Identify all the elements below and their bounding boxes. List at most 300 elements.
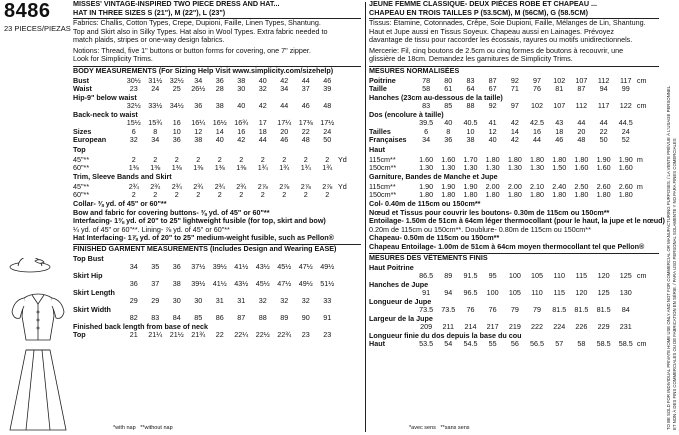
fr-extra-1: Col- 0.40m de 115cm ou 150cm** [369, 199, 481, 208]
row-label: Skirt Length [73, 287, 115, 297]
cell-value: 17¼ [277, 118, 292, 128]
cell-value: 1⅜ [171, 163, 182, 173]
en-fabrics-3: match plaids, stripes or one-way design fabrics. [73, 35, 225, 45]
cell-value: 43½ [234, 279, 249, 289]
cell-value: 2 [131, 190, 136, 200]
cell-value: 1.80 [485, 190, 500, 200]
cell-value: 120 [597, 271, 610, 281]
cell-value: 84 [621, 305, 630, 315]
en-top-heading: Top [73, 145, 86, 154]
cell-value: 1.80 [419, 190, 434, 200]
cell-value: 120 [575, 288, 588, 298]
fr-trim-table [369, 182, 649, 199]
en-top-table [73, 155, 350, 172]
hat-drawing [10, 258, 50, 272]
cell-value: 2⅞ [279, 181, 290, 191]
cell-value: 83 [151, 313, 160, 323]
table-row [369, 136, 649, 145]
cell-value: 12 [194, 126, 203, 136]
cell-value: 46 [323, 75, 332, 85]
row-label: Largeur de la Jupe [369, 313, 433, 323]
cell-value: 95 [488, 271, 497, 281]
cell-value: 219 [508, 322, 521, 332]
cell-value: 99 [621, 84, 630, 94]
fr-extra-4: 0.20m de 115cm ou 150cm**. Doublure- 0.80m de 115cm ou 150cm** [369, 224, 591, 234]
cell-value: 112 [597, 75, 610, 85]
row-label: Bust [73, 75, 89, 85]
cell-value: 57 [555, 339, 564, 349]
row-label: European [73, 135, 107, 145]
cell-value: 88 [258, 313, 267, 323]
cell-value: 222 [531, 322, 544, 332]
cell-value: 22 [301, 126, 310, 136]
legal-line-1: TO BE SOLD FOR INDIVIDUAL PRIVATE HOME USE ONLY AND NOT FOR COMMERCIAL OR MANUFACTURING PURPOSES. / LA VENTE PRÉVUE À L'USAGE PERSONNEL [666, 85, 671, 430]
cell-value: 117 [620, 75, 632, 85]
french-section [369, 0, 665, 431]
cell-value: 40 [258, 75, 267, 85]
cell-value: 94 [599, 84, 608, 94]
cell-value: 40 [488, 135, 497, 145]
cell-value: 84 [172, 313, 181, 323]
cell-value: 23 [129, 84, 138, 94]
cell-value: 42.5 [530, 118, 545, 128]
fr-extra-6: Chapeau Entoilage- 1.00m de 51cm à 64cm moyen thermocollant tel que Pellon® [369, 241, 645, 251]
cell-value: 15¾ [148, 118, 163, 128]
cell-value: 31½ [148, 75, 163, 85]
cell-value: 1.30 [463, 163, 478, 173]
cell-value: 25 [172, 84, 181, 94]
cell-value: 44 [258, 135, 267, 145]
cell-value: 67 [488, 84, 497, 94]
cell-value: 36 [129, 279, 138, 289]
cell-value: 43 [555, 118, 564, 128]
row-label: 60"** [73, 190, 90, 200]
cell-value: 18 [555, 126, 564, 136]
cell-value: 115 [553, 288, 565, 298]
cell-value: 28 [215, 84, 224, 94]
fr-top-table [369, 155, 649, 172]
cell-value: 122 [619, 101, 632, 111]
cell-value: 37 [301, 84, 310, 94]
row-label: Sizes [73, 126, 92, 136]
cell-value: 1.60 [596, 163, 611, 173]
garment-illustration [4, 258, 72, 434]
cell-value: 1.50 [552, 163, 567, 173]
cell-value: 37 [151, 279, 160, 289]
cell-value: 36 [444, 135, 453, 145]
cell-value: 2.50 [574, 181, 589, 191]
cell-value: 54.5 [463, 339, 478, 349]
cell-value: 35 [151, 262, 160, 272]
cell-value: 49½ [298, 279, 313, 289]
fr-body-heading: MESURES NORMALISÉES [369, 66, 460, 75]
unit-label: m [636, 154, 643, 164]
cell-value: 91.5 [463, 271, 478, 281]
cell-value: 31 [215, 296, 224, 306]
cell-value: 38 [237, 75, 246, 85]
cell-value: 22½ [255, 330, 270, 340]
cell-value: 49½ [320, 262, 335, 272]
cell-value: 1⅜ [193, 163, 204, 173]
cell-value: 1.80 [530, 154, 545, 164]
cell-value: 130 [619, 288, 632, 298]
cell-value: 2 [260, 190, 265, 200]
cell-value: 110 [553, 271, 565, 281]
cell-value: 36 [172, 135, 181, 145]
cell-value: 21¼ [148, 330, 163, 340]
cell-value: 209 [420, 322, 433, 332]
skirt-drawing [10, 350, 66, 430]
cell-value: 1.60 [419, 154, 434, 164]
cell-value: 1.80 [441, 190, 456, 200]
cell-value: 100 [486, 288, 499, 298]
cell-value: 22 [599, 126, 608, 136]
cell-value: 58 [422, 84, 431, 94]
unit-label: cm [636, 75, 647, 85]
cell-value: 2 [196, 190, 201, 200]
cell-value: 2 [282, 154, 287, 164]
row-label: 45"** [73, 181, 90, 191]
cell-value: 58.5 [618, 339, 633, 349]
cell-value: 2 [303, 190, 308, 200]
cell-value: 112 [575, 101, 588, 111]
cell-value: 96.5 [463, 288, 478, 298]
fr-notions-2: glissière de 18cm. Demandez les garnitures de Simplicity Trims. [369, 54, 573, 64]
cell-value: 12 [488, 126, 497, 136]
cell-value: 8 [446, 126, 451, 136]
cell-value: 10 [466, 126, 475, 136]
cell-value: 1.80 [507, 190, 522, 200]
cell-value: 91 [323, 313, 332, 323]
fr-fabrics-1: Tissus: Étamine, Cotonnades, Crêpe, Soie Dupioni, Faille, Mélanges de Lin, Shantung. [369, 18, 646, 27]
cell-value: 231 [619, 322, 632, 332]
cell-value: 64 [466, 84, 475, 94]
row-label: Hip-9" below waist [73, 92, 137, 102]
cell-value: 1¾ [279, 163, 290, 173]
cell-value: 1¾ [300, 163, 311, 173]
cell-value: 52 [621, 135, 630, 145]
cell-value: 83 [422, 101, 431, 111]
en-finished-table [73, 254, 353, 339]
cell-value: 100 [508, 271, 521, 281]
cell-value: 40 [237, 101, 246, 111]
row-label: Skirt Width [73, 304, 111, 314]
cell-value: 44 [599, 118, 608, 128]
table-row [369, 340, 649, 349]
cell-value: 2 [239, 190, 244, 200]
fr-title: JEUNE FEMME CLASSIQUE- DEUX PIÈCES ROBE ET CHAPEAU ... [369, 0, 598, 8]
cell-value: 34 [151, 135, 160, 145]
cell-value: 81.5 [574, 305, 589, 315]
cell-value: 32 [258, 84, 267, 94]
row-label: Finished back length from base of neck [73, 321, 208, 331]
cell-value: 44 [577, 118, 586, 128]
table-row [73, 136, 353, 145]
row-label: Top Bust [73, 253, 104, 263]
cell-value: 23 [323, 330, 332, 340]
cell-value: 117 [597, 101, 610, 111]
cell-value: 92 [488, 101, 497, 111]
row-label: 115cm** [369, 154, 396, 164]
cell-value: 2 [196, 154, 201, 164]
cell-value: 44 [533, 135, 542, 145]
cell-value: 73.5 [441, 305, 456, 315]
en-fabrics-2: Top and Skirt also in Silky Types. Hat also in Wool Types. Extra fabric needed to [73, 26, 328, 36]
cell-value: 56 [510, 339, 519, 349]
unit-label: cm [636, 101, 647, 111]
cell-value: 1.80 [574, 190, 589, 200]
cell-value: 53.5 [419, 339, 434, 349]
cell-value: 105 [508, 288, 521, 298]
cell-value: 2 [303, 154, 308, 164]
cell-value: 83 [466, 75, 475, 85]
cell-value: 2¾ [128, 181, 139, 191]
cell-value: 2⅞ [257, 181, 268, 191]
cell-value: 22 [215, 330, 224, 340]
row-label: Haut [369, 339, 385, 349]
cell-value: 50 [323, 135, 332, 145]
en-extra-3: Interfacing- 1⅜ yd. of 20" to 25" lightweight fusible (for top, skirt and bow) [73, 216, 326, 226]
cell-value: 2 [260, 154, 265, 164]
cell-value: 30 [237, 84, 246, 94]
en-extra-5: Hat Interfacing- 1⅞ yd. of 20" to 25" medium-weight fusible, such as Pellon® [73, 233, 334, 243]
cell-value: 37½ [191, 262, 206, 272]
cell-value: 51½ [320, 279, 335, 289]
cell-value: 1.90 [463, 181, 478, 191]
cell-value: 86.5 [419, 271, 434, 281]
cell-value: 16 [237, 126, 246, 136]
cell-value: 2¾ [171, 181, 182, 191]
row-label: Françaises [369, 135, 407, 145]
cell-value: 20 [280, 126, 289, 136]
cell-value: 42 [510, 118, 519, 128]
cell-value: 2 [217, 190, 222, 200]
cell-value: 105 [531, 271, 544, 281]
cell-value: 30 [194, 296, 203, 306]
cell-value: 54 [444, 339, 453, 349]
cell-value: 102 [553, 75, 566, 85]
cell-value: 89 [444, 271, 453, 281]
cell-value: 2.10 [530, 181, 545, 191]
cell-value: 34 [422, 135, 431, 145]
cell-value: 76 [533, 84, 542, 94]
cell-value: 1.90 [618, 154, 633, 164]
cell-value: 24 [323, 126, 332, 136]
cell-value: 2 [153, 154, 158, 164]
column-divider [365, 2, 366, 432]
cell-value: 32½ [169, 75, 184, 85]
row-label: Haut Poitrine [369, 262, 414, 272]
cell-value: 16½ [212, 118, 227, 128]
cell-value: 2 [282, 190, 287, 200]
cell-value: 2⅞ [322, 181, 333, 191]
en-trim-table [73, 182, 350, 199]
cell-value: 36 [172, 262, 181, 272]
cell-value: 87 [237, 313, 246, 323]
cell-value: 2¾ [236, 181, 247, 191]
row-label: Hanches (23cm au-dessous de la taille) [369, 92, 503, 102]
cell-value: 42 [280, 75, 289, 85]
en-body-heading: BODY MEASUREMENTS (For Sizing Help Visit www.simplicity.com/sizehelp) [73, 66, 334, 75]
cell-value: 18 [258, 126, 267, 136]
cell-value: 38 [172, 279, 181, 289]
cell-value: 97 [510, 101, 519, 111]
cell-value: 36 [194, 101, 203, 111]
cell-value: 107 [575, 75, 588, 85]
cell-value: 1.80 [618, 190, 633, 200]
cell-value: 2¾ [193, 181, 204, 191]
cell-value: 224 [553, 322, 566, 332]
cell-value: 61 [444, 84, 453, 94]
cell-value: 1.30 [419, 163, 434, 173]
cell-value: 22¾ [277, 330, 292, 340]
row-label: Longueur finie du dos depuis la base du cou [369, 330, 522, 340]
cell-value: 2 [239, 154, 244, 164]
cell-value: 1⅜ [150, 163, 161, 173]
cell-value: 2 [325, 154, 330, 164]
cell-value: 217 [486, 322, 499, 332]
en-extra-4: ¼ yd. of 45" or 60"**. Lining- ⅞ yd. of 45" or 60"** [73, 224, 230, 234]
fr-fabrics-2: Haut et Jupe aussi en Tissus Soyeux. Chapeau aussi en Lainages. Prévoyez [369, 26, 614, 36]
fr-sizes-line: CHAPEAU EN TROIS TAILLES P (53.5CM), M (56CM), G (58.5CM) [369, 7, 588, 17]
table-row [73, 191, 350, 200]
cell-value: 45½ [255, 279, 270, 289]
cell-value: 41½ [234, 262, 249, 272]
cell-value: 79 [533, 305, 542, 315]
cell-value: 86 [215, 313, 224, 323]
cell-value: 1.90 [419, 181, 434, 191]
cell-value: 82 [129, 313, 138, 323]
cell-value: 58.5 [596, 339, 611, 349]
pattern-number: 8486 [4, 0, 51, 22]
cell-value: 22¼ [234, 330, 249, 340]
cell-value: 88 [466, 101, 475, 111]
en-footnote: *with nap **without nap [113, 425, 173, 431]
cell-value: 38 [215, 101, 224, 111]
cell-value: 94 [444, 288, 453, 298]
cell-value: 8 [153, 126, 158, 136]
row-label: Poitrine [369, 75, 396, 85]
row-label: 45"** [73, 154, 90, 164]
en-finished-heading: FINISHED GARMENT MEASUREMENTS (Includes Design and Wearing EASE) [73, 244, 337, 253]
en-title: MISSES' VINTAGE-INSPIRED TWO PIECE DRESS AND HAT... [73, 0, 280, 8]
en-sizes-line: HAT IN THREE SIZES S (21"), M (22"), L (23") [73, 7, 226, 17]
en-extra-1: Collar- ⅜ yd. of 45" or 60"** [73, 199, 167, 208]
en-fabrics-1: Fabrics: Challis, Cotton Types, Crepe, Dupioni, Faille, Linen Types, Shantung. [73, 18, 321, 27]
cell-value: 38 [466, 135, 475, 145]
cell-value: 2.40 [552, 181, 567, 191]
en-notions-1: Notions: Thread, five 1" buttons or button forms for covering, one 7" zipper. [73, 45, 311, 55]
cell-value: 24 [151, 84, 160, 94]
cell-value: 16 [172, 118, 181, 128]
cell-value: 29 [129, 296, 138, 306]
row-label: Top [73, 330, 86, 340]
en-trim-heading: Trim, Sleeve Bands and Skirt [73, 172, 172, 181]
cell-value: 125 [619, 271, 632, 281]
cell-value: 39½ [212, 262, 227, 272]
cell-value: 33 [323, 296, 332, 306]
cell-value: 85 [444, 101, 453, 111]
fr-finished-heading: MESURES DES VÊTEMENTS FINIS [369, 253, 488, 262]
cell-value: 16¼ [191, 118, 206, 128]
cell-value: 30 [172, 296, 181, 306]
cell-value: 44 [301, 75, 310, 85]
cell-value: 55 [488, 339, 497, 349]
pieces-count: 23 PIECES/PIEZAS [4, 24, 71, 33]
unit-label: cm [636, 271, 647, 281]
cell-value: 21¾ [191, 330, 206, 340]
cell-value: 45½ [277, 262, 292, 272]
cell-value: 87 [577, 84, 586, 94]
cell-value: 31 [237, 296, 246, 306]
cell-value: 36 [215, 75, 224, 85]
cell-value: 1.30 [441, 163, 456, 173]
cell-value: 21½ [169, 330, 184, 340]
cell-value: 1¾ [322, 163, 333, 173]
cell-value: 226 [575, 322, 588, 332]
cell-value: 89 [280, 313, 289, 323]
cell-value: 50 [599, 135, 608, 145]
row-label: Skirt Hip [73, 270, 103, 280]
blouse-drawing [12, 294, 64, 340]
cell-value: 39 [323, 84, 332, 94]
row-label: Longueur de Jupe [369, 296, 432, 306]
cell-value: 17½ [320, 118, 335, 128]
cell-value: 1.80 [552, 154, 567, 164]
fr-body-table [369, 76, 649, 144]
cell-value: 1.80 [507, 154, 522, 164]
cell-value: 43½ [255, 262, 270, 272]
cell-value: 125 [597, 288, 610, 298]
cell-value: 214 [464, 322, 477, 332]
cell-value: 1.30 [530, 163, 545, 173]
cell-value: 16¾ [234, 118, 249, 128]
cell-value: 2 [153, 190, 158, 200]
fr-notions-1: Mercerie: Fil, cinq boutons de 2.5cm ou cinq formes de boutons à recouvrir, une [369, 45, 624, 55]
cell-value: 20 [577, 126, 586, 136]
cell-value: 76 [488, 305, 497, 315]
table-row [73, 331, 353, 340]
unit-label: Yd [338, 154, 347, 164]
cell-value: 47½ [277, 279, 292, 289]
cell-value: 79 [510, 305, 519, 315]
cell-value: 17 [258, 118, 267, 128]
cell-value: 40 [215, 135, 224, 145]
cell-value: 6 [424, 126, 429, 136]
fr-fabrics-3: davantage de tissu pour raccorder les écossais, rayures ou motifs unidirectionnels. [369, 35, 633, 45]
cell-value: 1⅜ [128, 163, 139, 173]
cell-value: 24 [621, 126, 630, 136]
cell-value: 23 [301, 330, 310, 340]
cell-value: 1.30 [507, 163, 522, 173]
cell-value: 91 [422, 288, 431, 298]
cell-value: 34 [280, 84, 289, 94]
cell-value: 2⅞ [300, 181, 311, 191]
cell-value: 1.80 [574, 154, 589, 164]
cell-value: 32 [280, 296, 289, 306]
cell-value: 1.80 [530, 190, 545, 200]
cell-value: 6 [131, 126, 136, 136]
cell-value: 1.80 [596, 190, 611, 200]
cell-value: 34 [194, 75, 203, 85]
cell-value: 2.00 [485, 181, 500, 191]
cell-value: 87 [488, 75, 497, 85]
cell-value: 42 [510, 135, 519, 145]
row-label: Tailles [369, 126, 391, 136]
fr-extra-3: Entoilage- 1.50m de 51cm à 64cm léger thermocollant (pour le haut, la jupe et le nœud) [369, 216, 665, 226]
cell-value: 32 [301, 296, 310, 306]
en-extra-2: Bow and fabric for covering buttons- ⅜ yd. of 45" or 60"** [73, 207, 270, 217]
